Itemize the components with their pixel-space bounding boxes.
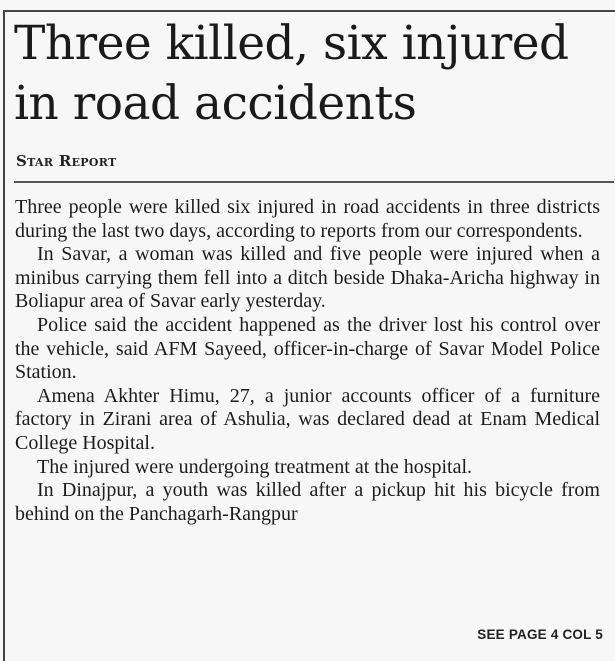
clipping-top-border (3, 10, 615, 12)
article-byline: Star Report (16, 152, 117, 170)
continuation-jump-line: SEE PAGE 4 COL 5 (477, 627, 603, 642)
article-paragraph: Amena Akhter Himu, 27, a junior accounts officer of a furniture factory in Zirani area of Ashulia, was declared dead at Enam Medical College Hospital. (15, 384, 600, 454)
byline-divider (14, 181, 614, 183)
clipping-left-border (3, 10, 5, 661)
article-paragraph: Three people were killed six injured in road accidents in three districts during the last two days, according to reports from our correspondents. (15, 196, 600, 242)
article-paragraph: Police said the accident happened as the driver lost his control over the vehicle, said AFM Sayeed, officer-in-charge of Savar Model Police Station. (15, 313, 600, 384)
article-body (15, 196, 600, 526)
article-paragraph: The injured were undergoing treatment at the hospital. (37, 455, 473, 478)
article-paragraph: In Savar, a woman was killed and five people were injured when a minibus carrying them fell into a ditch beside Dhaka-Aricha highway in Boliapur area of Savar early yesterday. (15, 243, 600, 313)
article-headline: Three killed, six injured in road accidents (14, 16, 569, 131)
article-paragraph: In Dinajpur, a youth was killed after a pickup hit his bicycle from behind on the Panchagarh-Rangpur (15, 479, 600, 525)
